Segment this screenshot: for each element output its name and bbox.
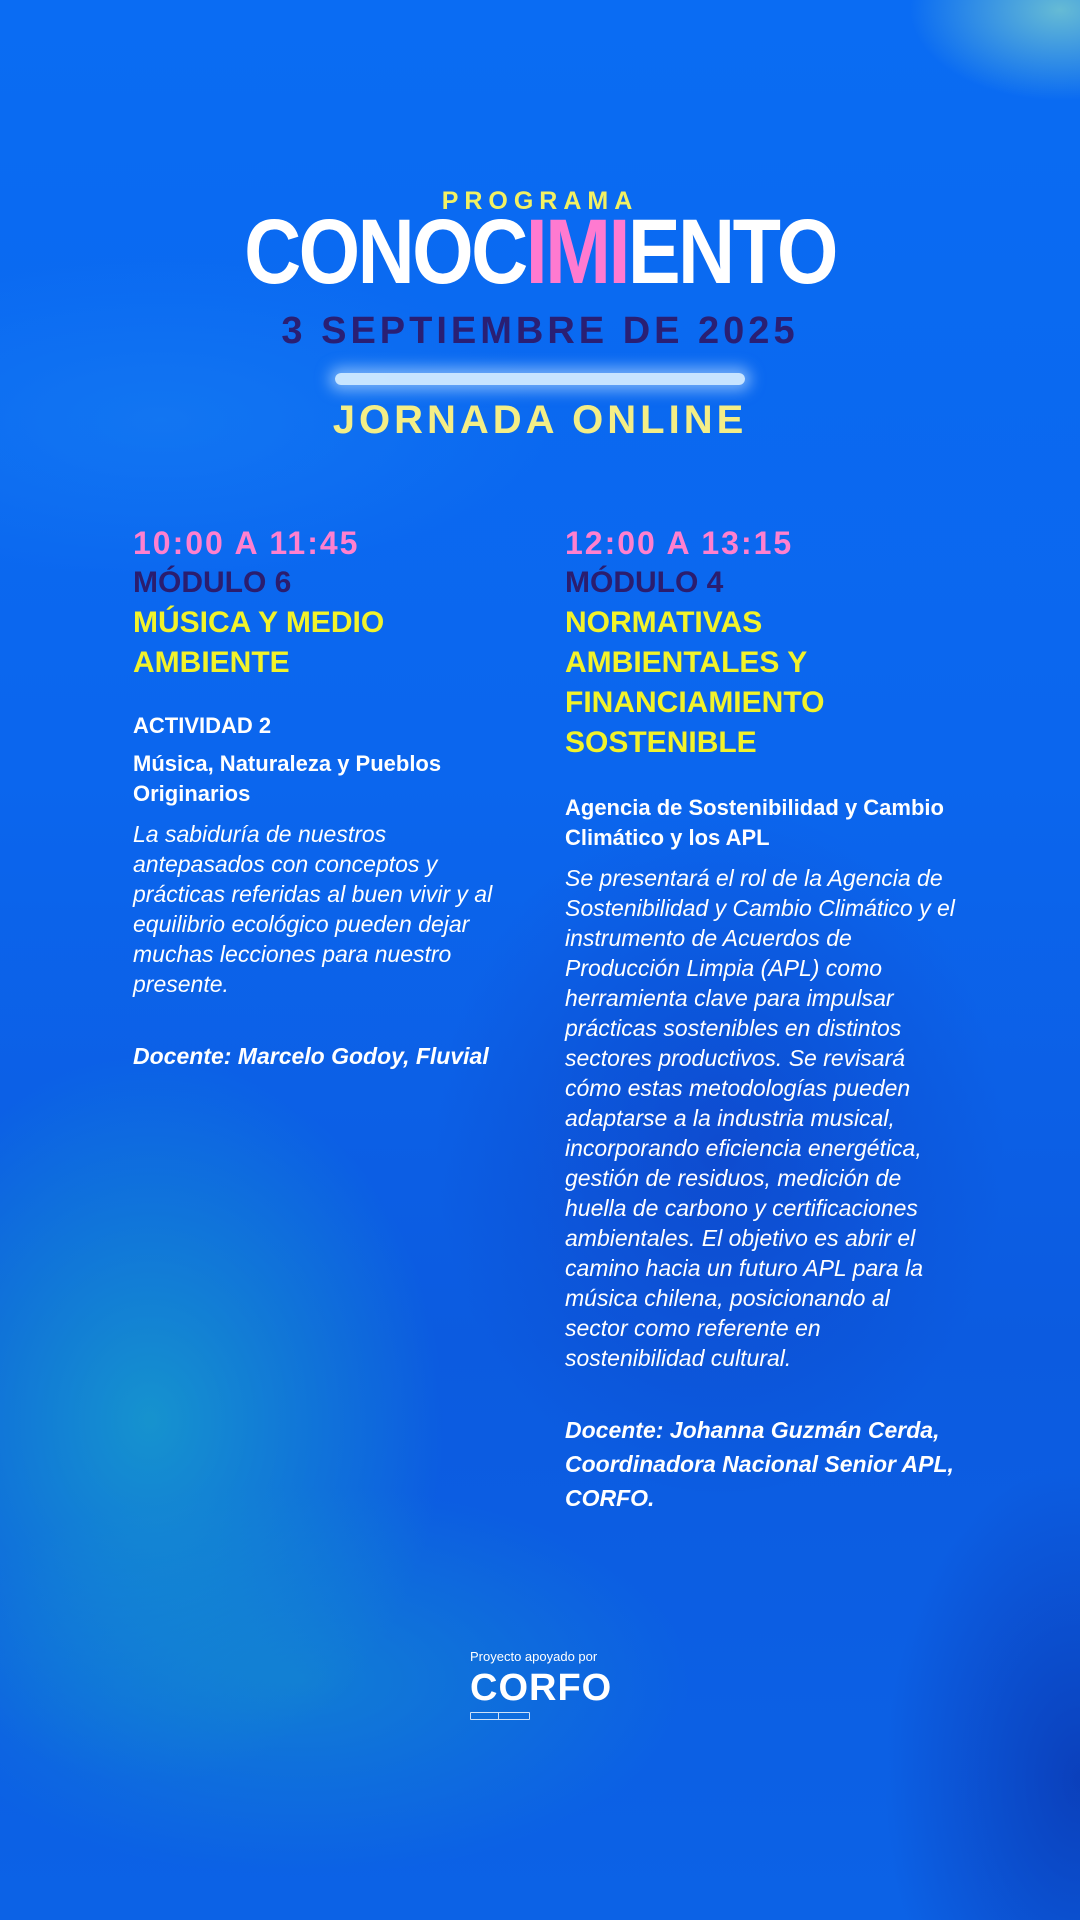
session-title [565,603,955,763]
jornada-label: JORNADA ONLINE [332,398,748,442]
session-docente: Docente: Marcelo Godoy, Fluvial [133,1043,489,1069]
logo-part-2: ENTO [627,201,836,303]
session-activity: ACTIVIDAD 2 [133,713,272,738]
logo-highlight: IMI [525,201,628,303]
session-title-line: MÚSICA Y MEDIO [133,606,385,639]
event-header [0,0,1080,460]
supported-by-label: Proyecto apoyado por [470,1649,598,1664]
glow-divider [335,373,745,385]
session-title-line: NORMATIVAS [565,606,763,639]
corfo-logo-bar-icon [470,1712,530,1720]
session-title [133,603,523,683]
session-subtitle: Agencia de Sostenibilidad y Cambio Climático y los APL [565,795,944,850]
session-title-line: AMBIENTALES Y [565,646,808,679]
session-module: MÓDULO 6 [133,566,292,599]
session-description: Se presentará el rol de la Agencia de Sostenibilidad y Cambio Climático y el instrumento de Acuerdos de Producción Limpia (APL) como herramienta clave para impulsar prácticas sostenibles en distintos sectores productivos. Se revisará cómo estas metodologías pueden adaptarse a la industria musical, incorporando eficiencia energética, gestión de residuos, medición de huella de carbono y certificaciones ambientales. El objetivo es abrir el camino hacia un futuro APL para la música chilena, posicionando al sector como referente en sostenibilidad cultural. [565,865,955,1371]
session-column-right [565,523,955,1515]
session-title-line: FINANCIAMIENTO [565,686,825,719]
session-column-left [133,523,523,1073]
session-title-line: SOSTENIBLE [565,726,757,759]
logo-part-1: CONOC [244,201,526,303]
session-module: MÓDULO 4 [565,566,724,599]
session-title-line: AMBIENTE [133,646,290,679]
programa-label: PROGRAMA [441,187,639,215]
session-time: 10:00 A 11:45 [133,525,360,561]
corfo-logo: CORFO [470,1667,613,1709]
session-docente: Docente: Johanna Guzmán Cerda, Coordinadora Nacional Senior APL, CORFO. [565,1417,954,1511]
session-description: La sabiduría de nuestros antepasados con conceptos y prácticas referidas al buen vivir y al equilibrio ecológico pueden dejar muchas lecciones para nuestro presente. [133,821,493,997]
event-date: 3 SEPTIEMBRE DE 2025 [281,310,799,352]
session-time: 12:00 A 13:15 [565,525,794,561]
sponsor-footer [470,1648,620,1720]
session-subtitle: Música, Naturaleza y Pueblos Originarios [133,751,442,806]
